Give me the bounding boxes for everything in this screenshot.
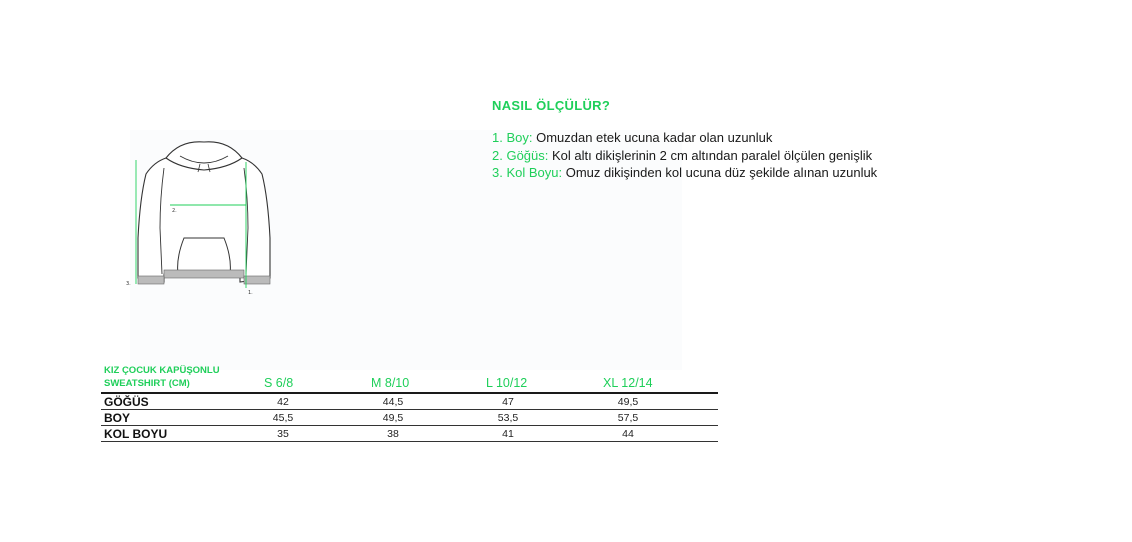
size-table-header [101,364,718,394]
cell-value: 47 [502,396,514,408]
how-to-title: NASIL ÖLÇÜLÜR? [492,98,611,113]
how-to-item-label: 1. Boy: [492,130,533,145]
size-header-s: S 6/8 [264,376,294,390]
cell-value: 38 [387,428,399,440]
cell-value: 49,5 [617,396,639,408]
cell-value: 35 [277,428,289,440]
how-to-item-label: 3. Kol Boyu: [492,165,563,180]
size-table [101,364,718,442]
size-table-title-line2: SWEATSHIRT (CM) [104,377,190,389]
row-label: GÖĞÜS [104,395,149,409]
cell-value: 53,5 [497,412,519,424]
how-to-item-text: Kol altı dikişlerinin 2 cm altından paralel ölçülen genişlik [548,147,873,163]
how-to-item-kol-boyu [492,164,877,182]
table-row [101,410,718,426]
size-table-title [104,365,220,390]
size-table-title-line1: KIZ ÇOCUK KAPÜŞONLU [104,365,220,376]
hoodie-measurement-icon [124,138,284,298]
cell-value: 49,5 [382,412,404,424]
cell-value: 45,5 [272,412,294,424]
size-header-l: L 10/12 [486,376,528,390]
how-to-item-label: 2. Göğüs: [492,147,549,163]
how-to-item-boy [492,129,877,147]
how-to-item-gogus [492,147,877,165]
cell-value: 41 [502,428,514,440]
how-to-item-text: Omuzdan etek ucuna kadar olan uzunluk [532,130,773,145]
row-label: BOY [104,411,131,425]
size-header-m: M 8/10 [371,376,410,390]
table-row [101,426,718,442]
cell-value: 44 [622,428,634,440]
how-to-item-text: Omuz dikişinden kol ucuna düz şekilde alınan uzunluk [562,165,878,180]
size-header-xl: XL 12/14 [603,376,653,390]
cell-value: 42 [277,396,289,408]
cell-value: 44,5 [382,396,404,408]
marker-3: 3. [126,281,131,287]
cell-value: 57,5 [617,412,639,424]
marker-1: 1. [248,290,253,296]
how-to-measure [492,98,877,182]
row-label: KOL BOYU [104,427,168,441]
marker-2: 2. [172,208,177,214]
table-row [101,394,718,410]
